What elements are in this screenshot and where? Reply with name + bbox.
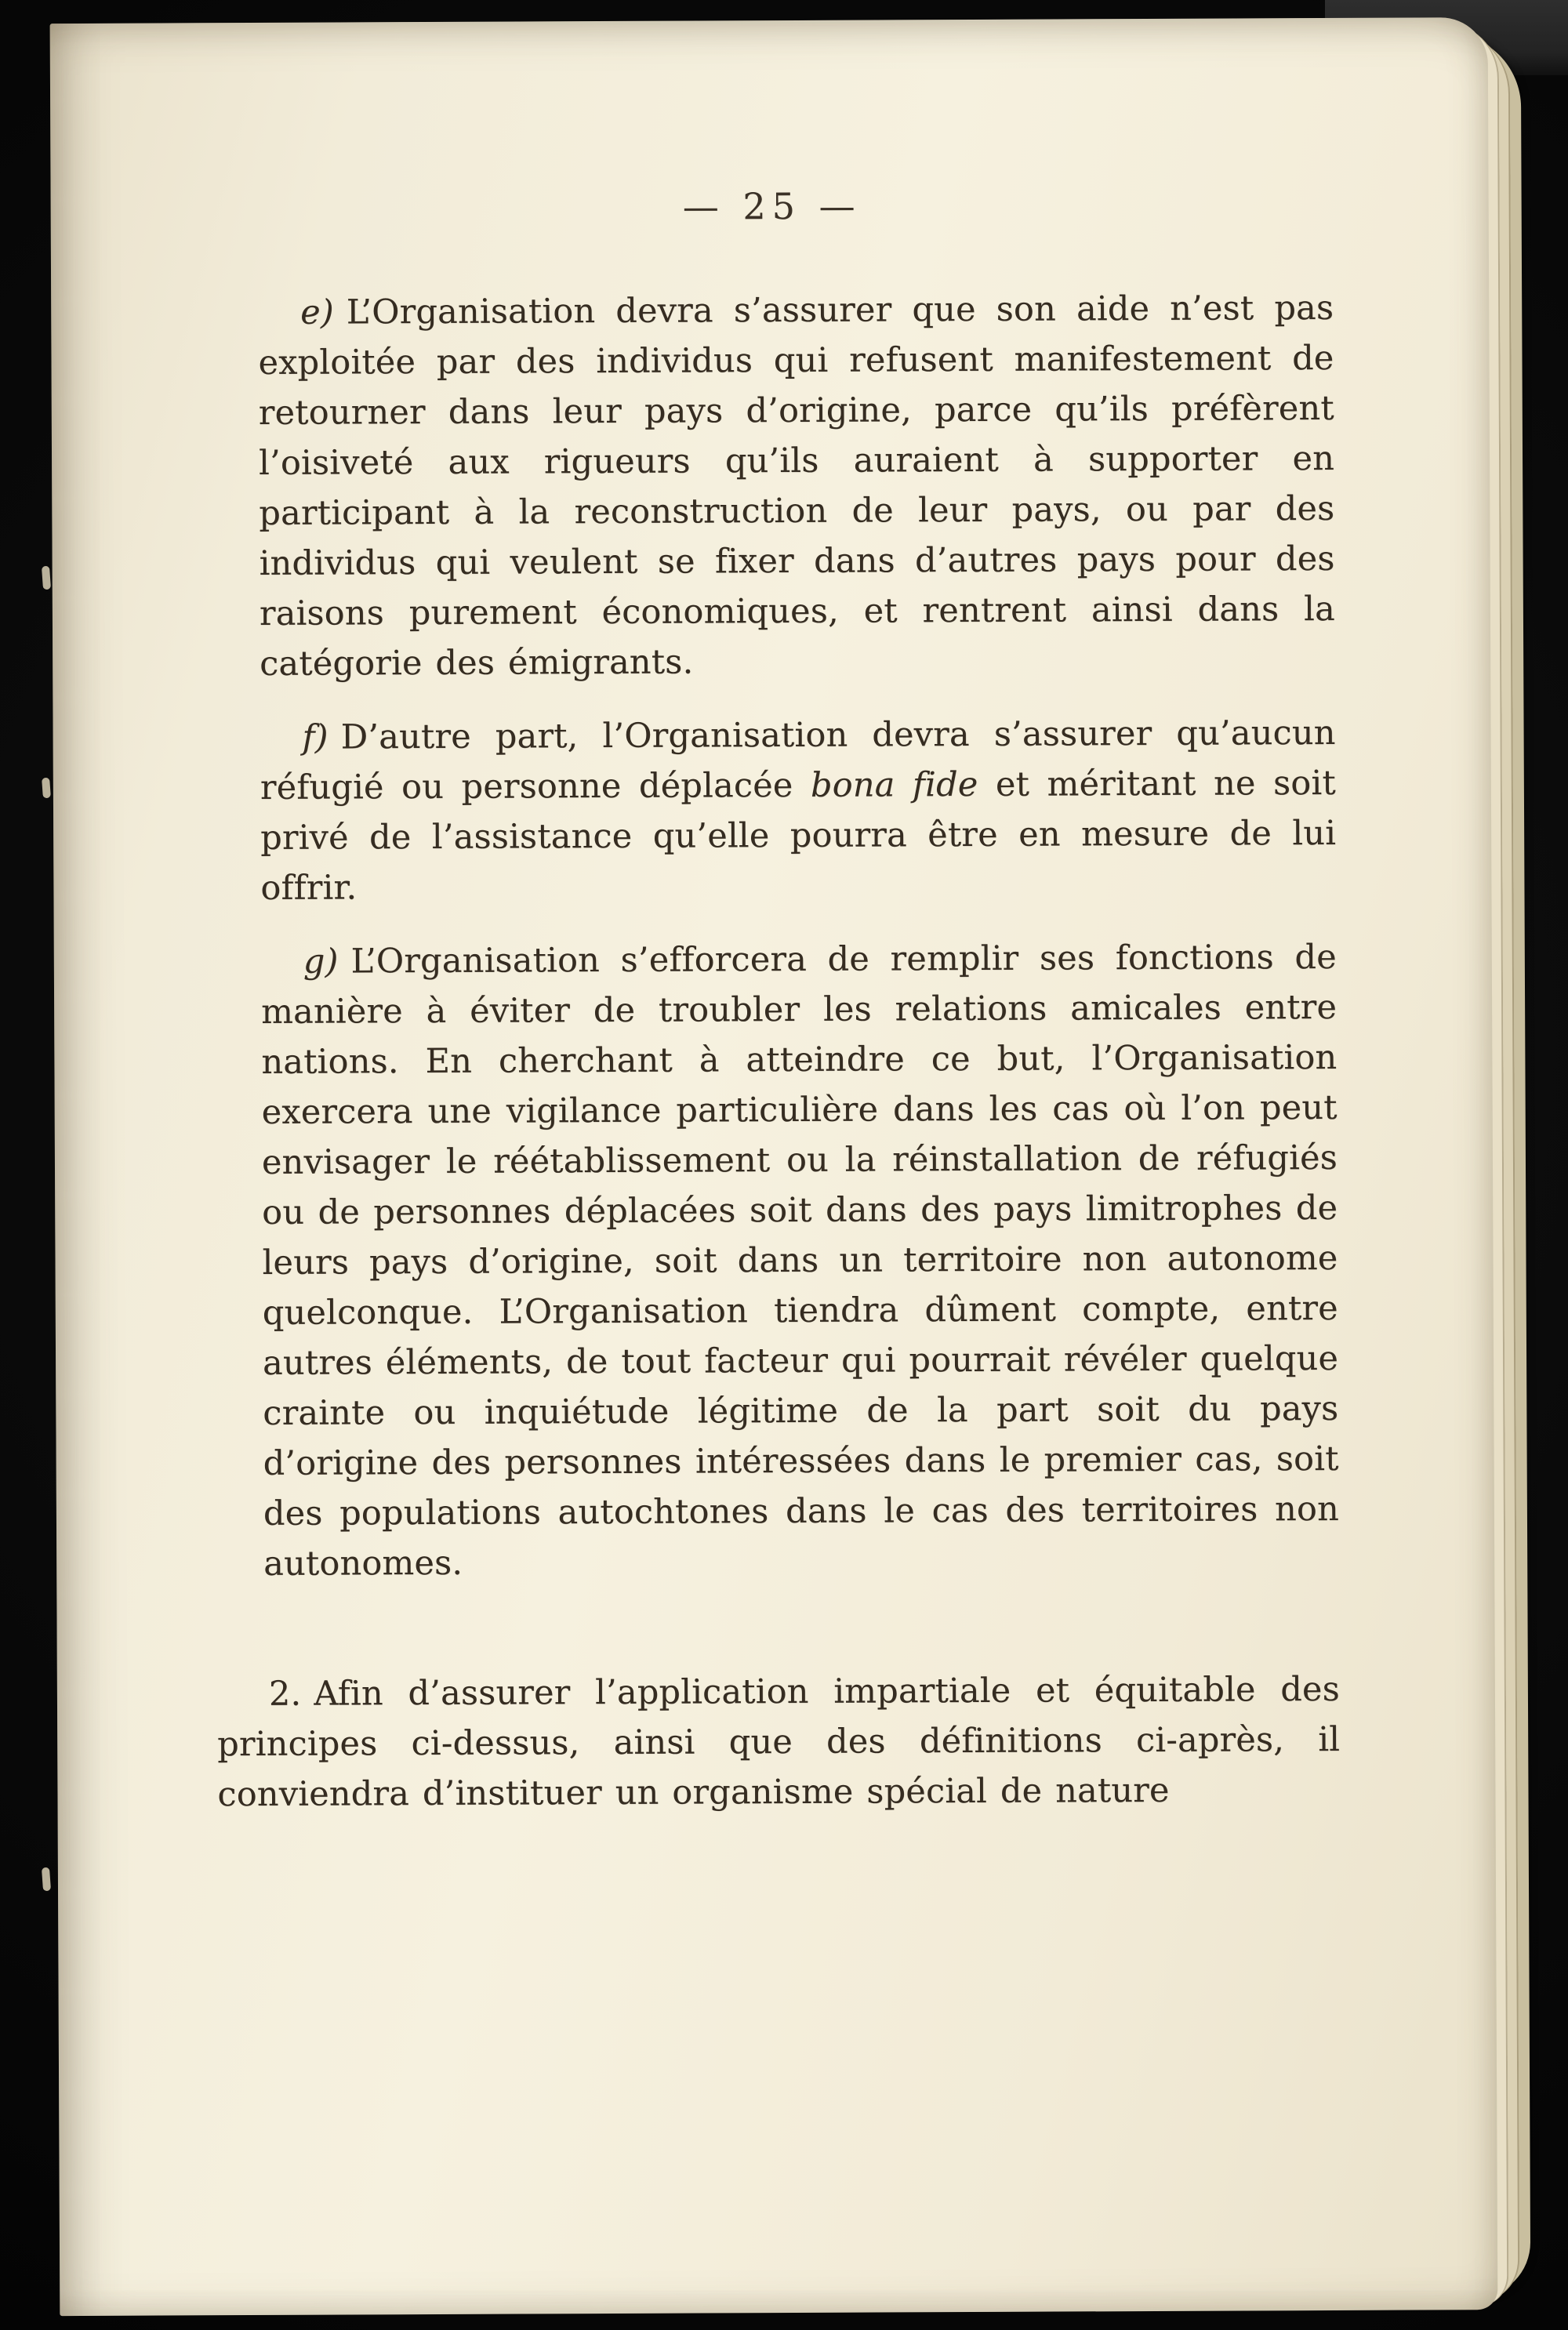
paragraph-e	[258, 283, 1335, 689]
page-edge-mark	[42, 778, 51, 799]
paragraph-2-label: 2.	[268, 1674, 302, 1714]
page-edge-mark	[42, 1867, 51, 1892]
paragraph-g-label: g)	[303, 942, 339, 982]
paragraph-f	[260, 708, 1336, 913]
paragraph-f-text-before: D’autre part, l’Organisation devra s’assurer qu’aucun réfugié ou personne déplacée	[260, 713, 1336, 808]
paragraph-2-text: Afin d’assurer l’application impartiale et équitable des principes ci-dessus, ainsi que des définitions ci-après, il conviendra d’instituer un organisme spécial de nature	[217, 1669, 1341, 1815]
paragraph-e-text: L’Organisation devra s’assurer que son aide n’est pas exploitée par des individus qui refusent manifestement de retourner dans leur pays d’origine, parce qu’ils préfèrent l’oisiveté aux rigueurs qu’ils auraient à supporter en participant à la reconstruction de leur pays, ou par des individus qui veulent se fixer dans d’autres pays pour des raisons purement économiques, et rentrent ainsi dans la catégorie des émigrants.	[258, 288, 1336, 684]
paragraph-g-text: L’Organisation s’efforcera de remplir ses fonctions de manière à éviter de troubler les relations amicales entre nations. En cherchant à atteindre ce but, l’Organisation exercera une vigilance particulière dans les cas où l’on peut envisager le réétablissement ou la réinstallation de réfugiés ou de personnes déplacées soit dans des pays limitrophes de leurs pays d’origine, soit dans un territoire non autonome quelconque. L’Organisation tiendra dûment compte, entre autres éléments, de tout facteur qui pourrait révéler quelque crainte ou inquiétude légitime de la part soit du pays d’origine des personnes intéressées dans le premier cas, soit des populations autochtones dans le cas des territoires non autonomes.	[261, 937, 1340, 1584]
paragraph-f-text-after: et méritant ne soit privé de l’assistance qu’elle pourra être en mesure de lui offrir.	[260, 763, 1337, 908]
page-number: — 25 —	[682, 184, 862, 228]
paragraph-f-label: f)	[302, 717, 328, 757]
lettered-paragraphs-block	[258, 283, 1339, 1589]
page-content	[50, 17, 1498, 2316]
paragraph-e-label: e)	[300, 292, 334, 332]
book	[50, 17, 1531, 2316]
paragraph-g	[261, 932, 1340, 1589]
document-page	[50, 17, 1498, 2316]
page-edge-mark	[42, 566, 51, 590]
paragraph-2	[217, 1664, 1341, 1820]
paragraph-f-italic-phrase: bona fide	[810, 764, 978, 805]
